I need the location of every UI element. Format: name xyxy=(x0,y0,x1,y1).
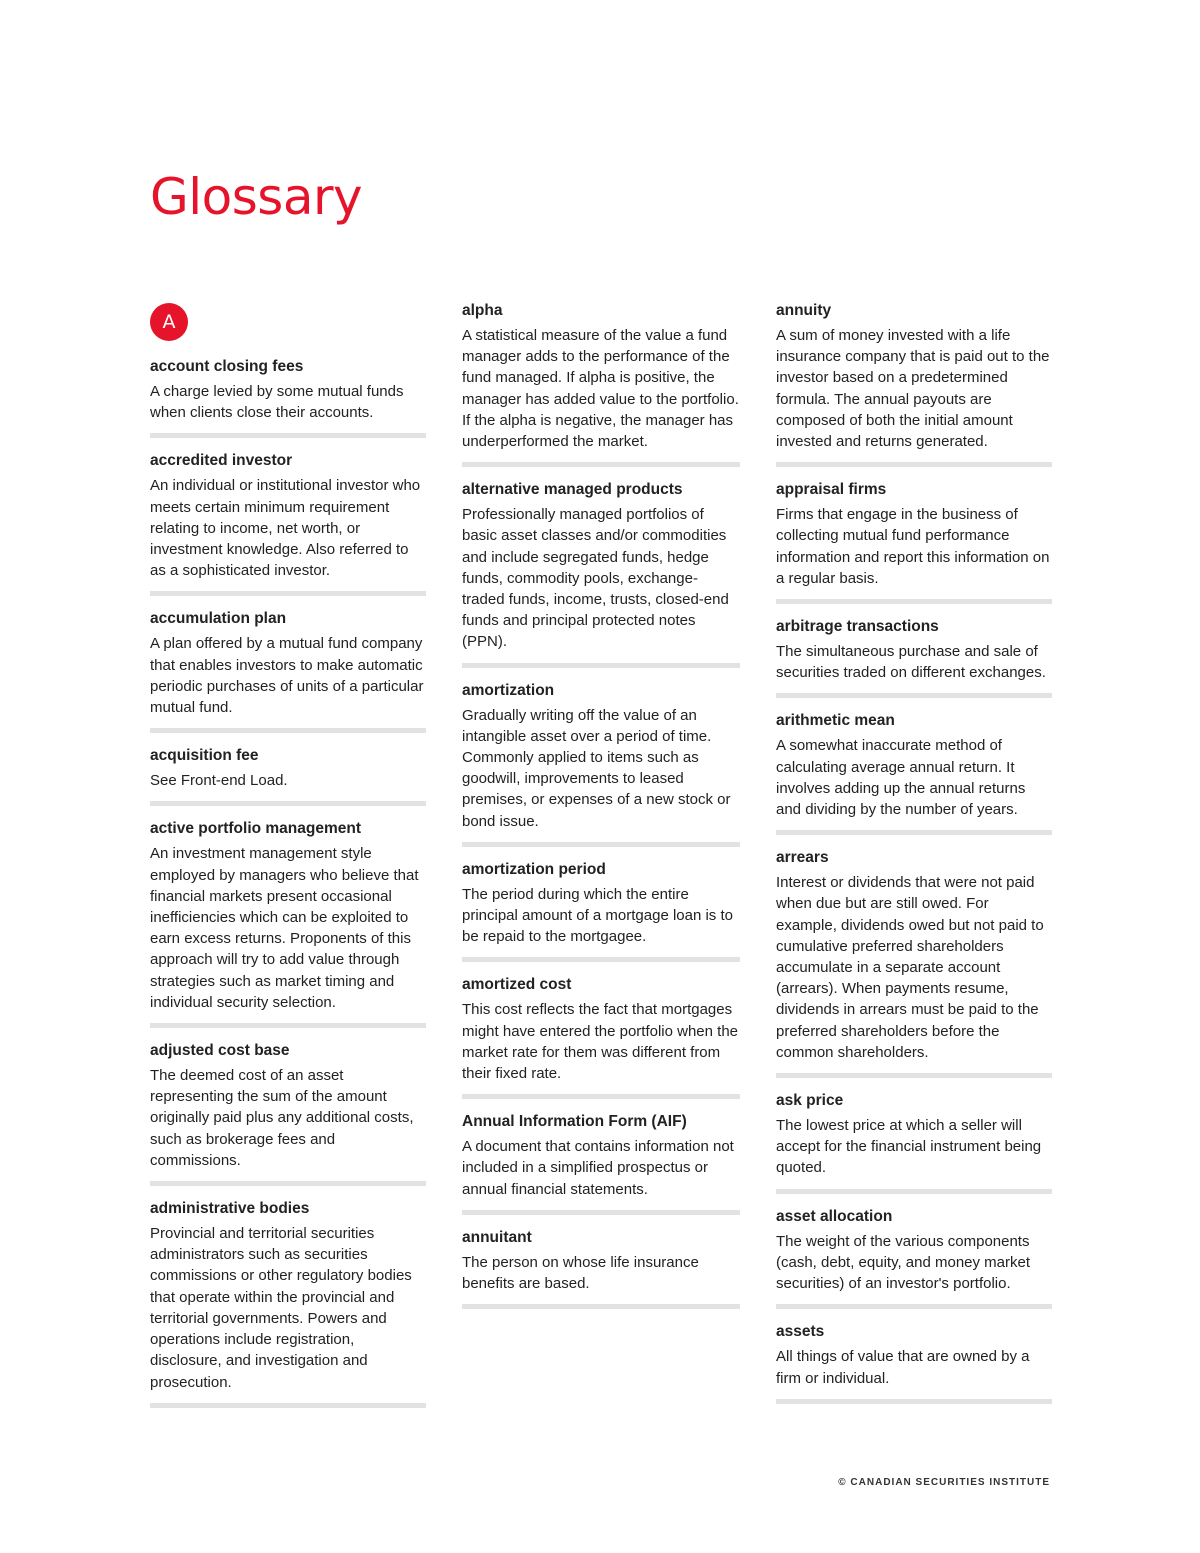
glossary-definition: Gradually writing off the value of an intangible asset over a period of time. Commonly applied to items such as goodwill, improvements to leased premises, or expenses of a new stock or bond issue. xyxy=(462,706,731,830)
glossary-entry xyxy=(462,1111,740,1215)
glossary-term: accredited investor xyxy=(150,452,293,470)
glossary-term: Annual Information Form (AIF) xyxy=(462,1113,687,1131)
glossary-term: accumulation plan xyxy=(150,610,287,628)
glossary-term: annuity xyxy=(776,302,832,319)
footer-copyright: © CANADIAN SECURITIES INSTITUTE xyxy=(838,1477,1050,1488)
glossary-term: annuitant xyxy=(462,1228,532,1246)
glossary-entry xyxy=(776,1090,1052,1194)
glossary-definition: A charge levied by some mutual funds when clients close their accounts. xyxy=(150,383,404,422)
glossary-term: arbitrage transactions xyxy=(776,618,939,636)
glossary-term: assets xyxy=(776,1323,825,1341)
glossary-term: arrears xyxy=(776,849,829,867)
glossary-term: adjusted cost base xyxy=(150,1042,290,1060)
glossary-definition: The weight of the various components (cash, debt, equity, and money market securities) of an investor's portfolio. xyxy=(776,1232,1031,1293)
glossary-entry xyxy=(776,1206,1052,1310)
glossary-entry xyxy=(150,450,426,596)
glossary-definition: The period during which the entire principal amount of a mortgage loan is to be repaid to the mortgagee. xyxy=(462,885,733,946)
glossary-entry xyxy=(462,479,740,667)
glossary-definition: The simultaneous purchase and sale of securities traded on different exchanges. xyxy=(776,643,1046,682)
glossary-term: amortization period xyxy=(462,860,606,878)
glossary-term: account closing fees xyxy=(150,358,304,375)
glossary-entry xyxy=(776,1321,1052,1403)
glossary-term: active portfolio management xyxy=(150,820,362,838)
section-letter-badge: A xyxy=(150,303,188,341)
glossary-definition: Interest or dividends that were not paid when due but are still owed. For example, dividends owed but not paid to cumulative preferred shareholders accumulate in a separate account (arrears). When payments resume, dividends in arrears must be paid to the preferred shareholders before the common shareholders. xyxy=(776,874,1044,1061)
glossary-entry xyxy=(150,356,426,438)
glossary-column-1 xyxy=(150,300,426,1420)
glossary-definition: The deemed cost of an asset representing the sum of the amount originally paid plus any additional costs, such as brokerage fees and commissions. xyxy=(150,1067,414,1169)
glossary-term: ask price xyxy=(776,1092,844,1110)
glossary-definition: An investment management style employed by managers who believe that financial markets present occasional inefficiencies which can be exploited to earn excess returns. Proponents of this approach will try to add value through strategies such as market timing and individual security selection. xyxy=(150,845,419,1011)
glossary-entry xyxy=(462,300,740,467)
glossary-entry xyxy=(150,1198,426,1408)
glossary-entry xyxy=(150,818,426,1028)
glossary-entry xyxy=(462,680,740,847)
glossary-definition: A document that contains information not included in a simplified prospectus or annual financial statements. xyxy=(462,1138,734,1198)
glossary-definition: This cost reflects the fact that mortgages might have entered the portfolio when the market rate for them was different from their fixed rate. xyxy=(462,1001,739,1083)
glossary-entry xyxy=(776,847,1052,1078)
glossary-entry xyxy=(462,974,740,1099)
glossary-entry xyxy=(150,608,426,733)
glossary-definition: The lowest price at which a seller will accept for the financial instrument being quoted. xyxy=(776,1117,1042,1177)
glossary-entry xyxy=(462,1227,740,1309)
glossary-entry xyxy=(776,479,1052,604)
glossary-term: appraisal firms xyxy=(776,481,887,499)
glossary-definition: A statistical measure of the value a fund manager adds to the performance of the fund managed. If alpha is positive, the manager has added value to the portfolio. If the alpha is negative, the manager has underperformed the market. xyxy=(462,327,739,451)
page-title: Glossary xyxy=(150,168,363,226)
glossary-definition: A sum of money invested with a life insurance company that is paid out to the investor based on a predetermined formula. The annual payouts are composed of both the initial amount invested and returns generated. xyxy=(776,327,1050,451)
glossary-entry xyxy=(776,300,1052,467)
glossary-entry xyxy=(776,710,1052,835)
glossary-term: alternative managed products xyxy=(462,481,683,499)
glossary-term: alpha xyxy=(462,302,503,319)
glossary-term: acquisition fee xyxy=(150,747,259,765)
glossary-definition: Professionally managed portfolios of basic asset classes and/or commodities and include segregated funds, hedge funds, commodity pools, exchange-traded funds, income, trusts, closed-end funds and principal protected notes (PPN). xyxy=(462,506,729,651)
glossary-entry xyxy=(776,616,1052,698)
glossary-term: amortization xyxy=(462,681,555,699)
glossary-term: arithmetic mean xyxy=(776,712,895,730)
glossary-definition: All things of value that are owned by a firm or individual. xyxy=(776,1348,1030,1387)
glossary-entry xyxy=(150,1040,426,1186)
glossary-term: administrative bodies xyxy=(150,1200,310,1218)
glossary-column-2 xyxy=(462,300,740,1321)
glossary-term: asset allocation xyxy=(776,1207,893,1225)
glossary-definition: An individual or institutional investor who meets certain minimum requirement relating to income, net worth, or investment knowledge. Also referred to as a sophisticated investor. xyxy=(150,477,421,580)
glossary-definition: See Front-end Load. xyxy=(150,772,288,790)
glossary-definition: A somewhat inaccurate method of calculating average annual return. It involves adding up the annual returns and dividing by the number of years. xyxy=(776,737,1026,819)
glossary-entry xyxy=(150,745,426,806)
glossary-definition: A plan offered by a mutual fund company that enables investors to make automatic periodic purchases of units of a particular mutual fund. xyxy=(150,635,424,717)
glossary-column-3 xyxy=(776,300,1052,1416)
glossary-definition: Firms that engage in the business of collecting mutual fund performance information and report this information on a regular basis. xyxy=(776,506,1050,587)
glossary-definition: The person on whose life insurance benefits are based. xyxy=(462,1253,699,1293)
glossary-definition: Provincial and territorial securities administrators such as securities commissions or other regulatory bodies that operate within the provincial and territorial governments. Powers and operations include registration, disclosure, and investigation and prosecution. xyxy=(150,1225,412,1391)
glossary-entry xyxy=(462,859,740,963)
glossary-term: amortized cost xyxy=(462,976,572,994)
